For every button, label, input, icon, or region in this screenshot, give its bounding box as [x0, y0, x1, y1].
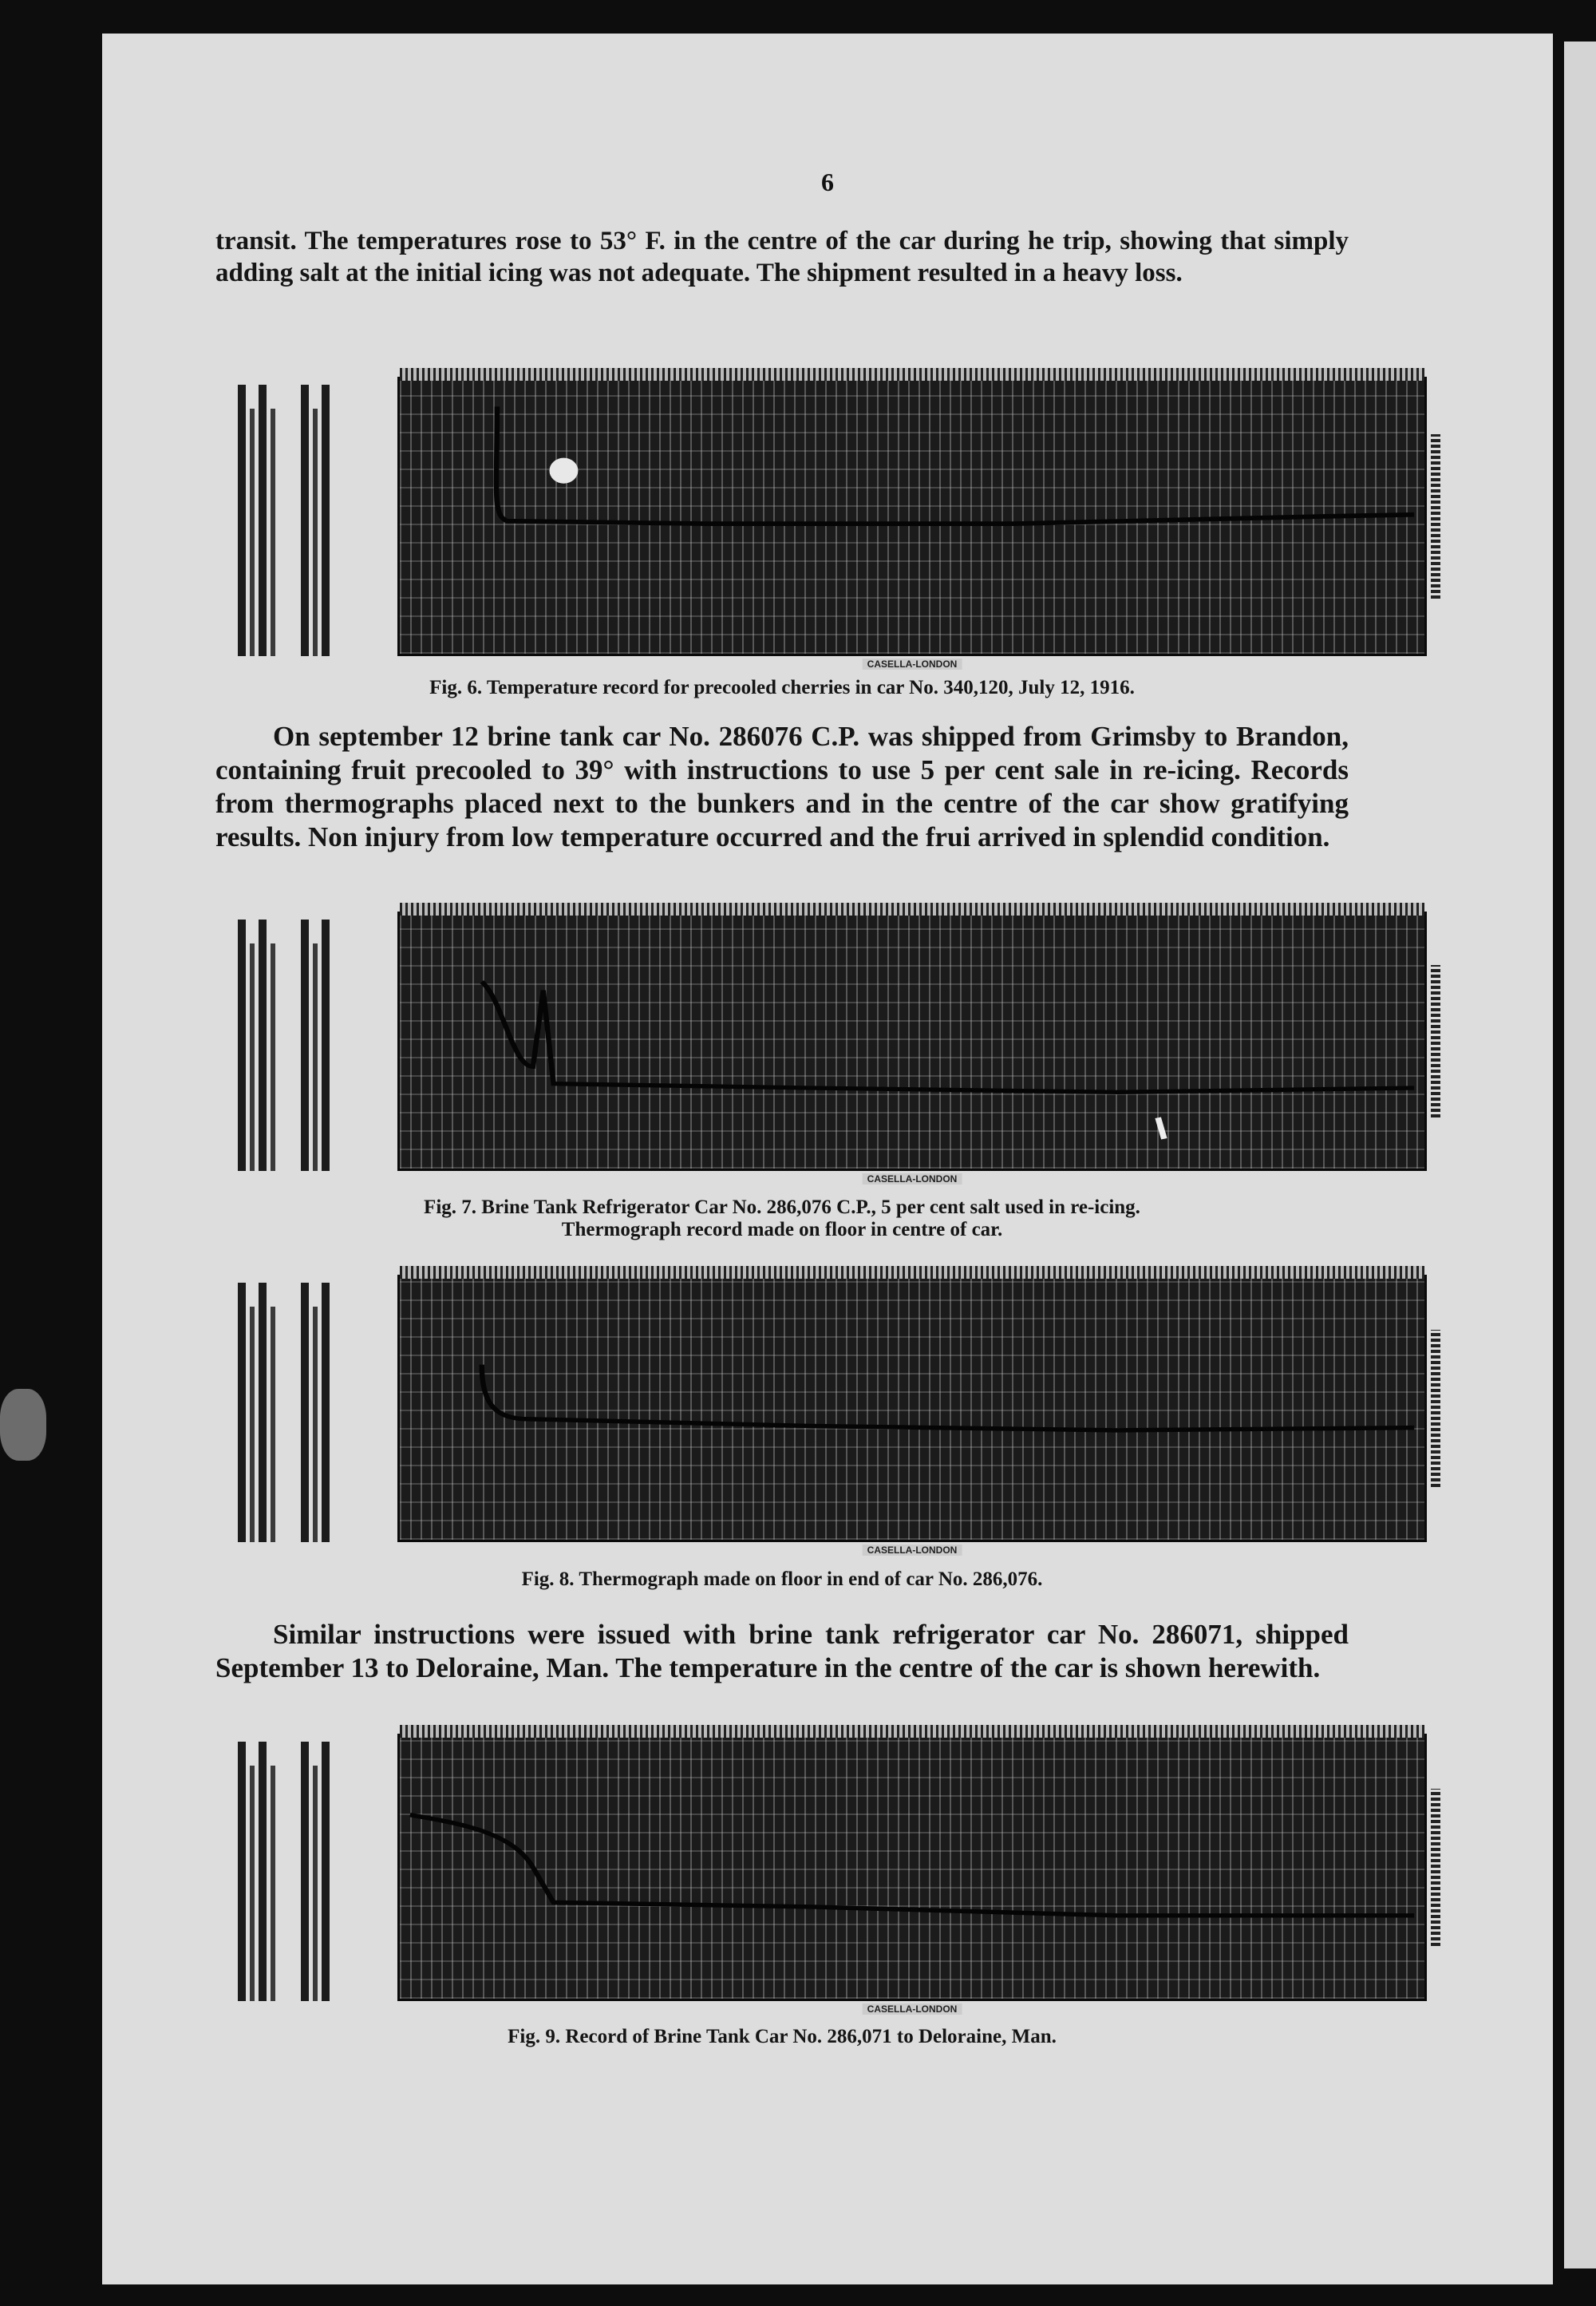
figure-9-maker-label: CASELLA-LONDON: [863, 2003, 962, 2015]
paragraph-transit: transit. The temperatures rose to 53° F. in the centre of the car during he trip, showing that simply adding salt at the initial icing was not adequate. The shipment resulted in a heavy loss.: [215, 227, 1349, 287]
figure-6-maker-label: CASELLA-LONDON: [863, 659, 962, 670]
figure-6-trace: [400, 379, 1424, 654]
figure-6-thermograph: [238, 377, 1427, 670]
figure-8-thermograph: [238, 1275, 1427, 1556]
figure-7-caption: Fig. 7. Brine Tank Refrigerator Car No. 286,076 C.P., 5 per cent salt used in re-icing.: [424, 1197, 1140, 1218]
figure-9-caption: Fig. 9. Record of Brine Tank Car No. 286,071 to Deloraine, Man.: [508, 2026, 1057, 2047]
adjacent-page-edge: [1564, 42, 1596, 2268]
figure-9-thermograph: [238, 1734, 1427, 2015]
figure-7-label-strip: [238, 920, 397, 1171]
figure-8-trace: [400, 1277, 1424, 1540]
figure-7-maker-label: CASELLA-LONDON: [863, 1173, 962, 1185]
figure-7-chart: [397, 912, 1427, 1185]
figure-6-caption: Fig. 6. Temperature record for precooled cherries in car No. 340,120, July 12, 1916.: [429, 677, 1135, 698]
figure-7-trace: [400, 914, 1424, 1169]
paragraph-brine-car-286071: Similar instructions were issued with brine tank refrigerator car No. 286071, shipped September 13 to Deloraine, Man. The temperature in the centre of the car is shown herewith.: [215, 1619, 1349, 1683]
margin-stain: [0, 1389, 46, 1461]
figure-8-chart: [397, 1275, 1427, 1556]
paragraph-brine-car-286076: On september 12 brine tank car No. 286076 C.P. was shipped from Grimsby to Brandon, containing fruit precooled to 39° with instructions to use 5 per cent sale in re-icing. Records from thermographs placed next to the bunkers and in the centre of the car show gratifying results. Non injury from low temperature occurred and the frui arrived in splendid condition.: [215, 721, 1349, 852]
figure-6-chart: [397, 377, 1427, 670]
figure-7-caption-line2: Thermograph record made on floor in centre of car.: [561, 1219, 1003, 1240]
figure-8-label-strip: [238, 1283, 397, 1542]
page-number: 6: [821, 168, 834, 196]
figure-6-label-strip: [238, 385, 397, 656]
document-page: [102, 34, 1553, 2284]
figure-9-trace: [400, 1736, 1424, 1999]
figure-9-chart: [397, 1734, 1427, 2015]
figure-8-caption: Fig. 8. Thermograph made on floor in end of car No. 286,076.: [521, 1568, 1043, 1590]
figure-7-thermograph: [238, 912, 1427, 1185]
figure-8-maker-label: CASELLA-LONDON: [863, 1545, 962, 1556]
figure-9-label-strip: [238, 1742, 397, 2001]
